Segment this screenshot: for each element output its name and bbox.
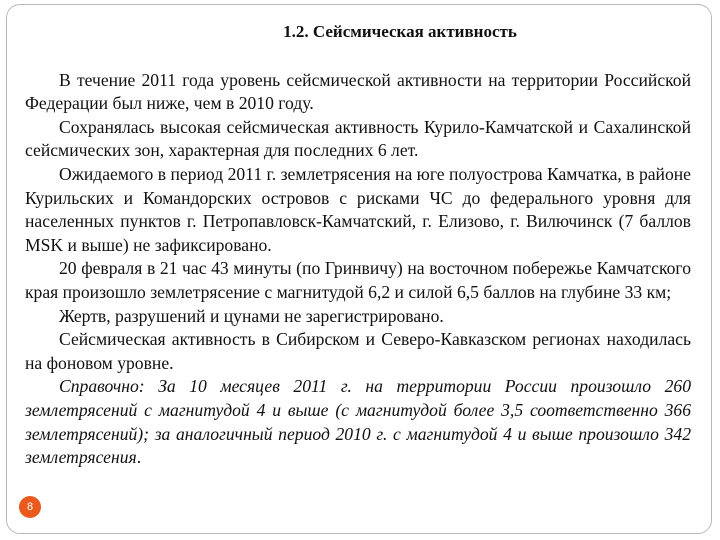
- paragraph-no-casualties: Жертв, разрушений и цунами не зарегистрировано.: [59, 305, 444, 326]
- page-number: 8: [26, 501, 34, 513]
- paragraph-activity-level: В течение 2011 года уровень сейсмической активности на территории Российской Федерации был ниже, чем в 2010 году.: [25, 69, 691, 114]
- document-body: [25, 20, 691, 470]
- paragraph-expected-earthquake: Ожидаемого в период 2011 г. землетрясения на юге полуострова Камчатка, в районе Курильских и Командорских островов с рисками ЧС до федерального уровня для населенных пунктов г. Петропавловск-Камчатский, г. Елизово, г. Вилючинск (7 баллов MSK и выше) не зафиксировано.: [25, 163, 691, 255]
- page-number-badge: [19, 496, 41, 518]
- paragraph-reference: [25, 375, 691, 469]
- paragraph-siberia-caucasus: Сейсмическая активность в Сибирском и Северо-Кавказском регионах находилась на фоновом уровне.: [25, 329, 691, 373]
- reference-text: Справочно: За 10 месяцев 2011 г. на территории России произошло 260 землетрясений с магнитудой 4 и выше (с магнитудой более 3,5 соответственно 366 землетрясений); за аналогичный период 2010 г. с магнитудой 4 и выше произошло 342 землетрясения: [25, 376, 691, 468]
- paragraph-february-earthquake: 20 февраля в 21 час 43 минуты (по Гринвичу) на восточном побережье Камчатского края произошло землетрясение с магнитудой 6,2 и силой 6,5 баллов на глубине 33 км;: [25, 258, 691, 302]
- section-title: 1.2. Сейсмическая активность: [283, 22, 517, 41]
- reference-period: .: [136, 447, 142, 468]
- paragraph-kuril-kamchatka: Сохранялась высокая сейсмическая активность Курило-Камчатской и Сахалинской сейсмических зон, характерная для последних 6 лет.: [25, 116, 691, 161]
